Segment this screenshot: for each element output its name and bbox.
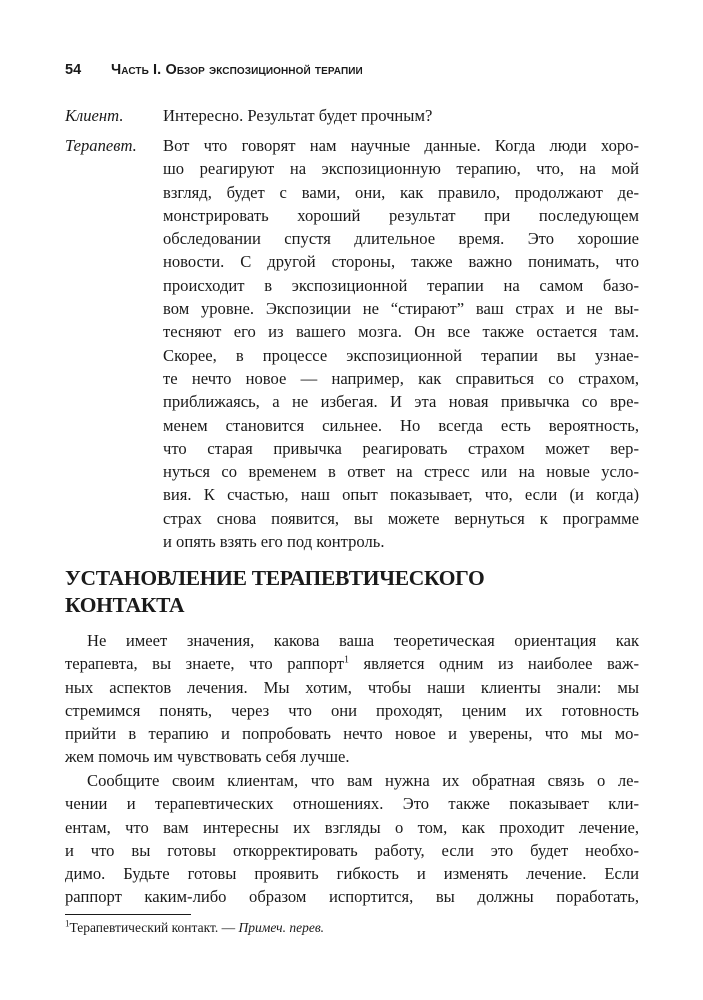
speech-line: Вот что говорят нам научные данные. Когда люди хоро- — [163, 136, 639, 155]
paragraph-line: жем помочь им чувствовать себя лучше. — [65, 747, 350, 767]
speech-line: нуться со временем в ответ на стресс или на новые усло- — [163, 462, 639, 482]
section-heading — [65, 565, 639, 619]
client-speech — [163, 104, 639, 127]
speech-line: Скорее, в процессе экспозиционной терапии вы узнае- — [163, 345, 639, 365]
line-text: является одним из наиболее важ- — [349, 654, 639, 674]
footnote-translator-note: Примеч. перев. — [238, 920, 325, 935]
speech-line: монстрировать хороший результат при последующем — [163, 205, 639, 225]
paragraph-line: и что вы готовы откорректировать работу, если это будет необхо- — [65, 840, 639, 860]
speaker-label: Терапевт. — [65, 136, 137, 155]
speech-line: что старая привычка реагировать страхом может вер- — [163, 438, 639, 458]
paragraph-line: прийти в терапию и попробовать нечто новое и уверены, что мы мо- — [65, 724, 639, 744]
speech-line: обследовании спустя длительное время. Это хорошие — [163, 229, 639, 249]
paragraph-line-with-footnote-ref — [65, 652, 639, 675]
footnote-text: Терапевтический контакт. — — [69, 920, 239, 935]
heading-line: УСТАНОВЛЕНИЕ ТЕРАПЕВТИЧЕСКОГО — [65, 566, 485, 590]
heading-line: КОНТАКТА — [65, 593, 185, 617]
paragraph-line: чении и терапевтических отношениях. Это также показывает кли- — [65, 794, 639, 814]
footnote-divider — [65, 914, 191, 915]
paragraph-line: димо. Будьте готовы проявить гибкость и изменять лечение. Если — [65, 864, 639, 884]
speech-line: и опять взять его под контроль. — [163, 532, 385, 552]
speech-line: вом уровне. Экспозиции не “стирают” ваш страх и не вы- — [163, 299, 639, 319]
speech-line: тесняют его из вашего мозга. Он все также остается там. — [163, 322, 639, 342]
speech-line: Интересно. Результат будет прочным? — [163, 106, 433, 125]
paragraph-line: Сообщите своим клиентам, что вам нужна их обратная связь о ле- — [87, 771, 639, 790]
paragraph-1 — [65, 629, 639, 769]
speech-line: вия. К счастью, наш опыт показывает, что, если (и когда) — [163, 485, 639, 505]
paragraph-line: ных аспектов лечения. Мы хотим, чтобы наши клиенты знали: мы — [65, 677, 639, 697]
paragraph-line: раппорт каким-либо образом испортится, вы должны поработать, — [65, 887, 639, 907]
paragraph-2 — [65, 769, 639, 909]
speech-line: страх снова появится, вы можете вернуться к программе — [163, 508, 639, 528]
running-header — [65, 62, 363, 78]
footnote — [65, 919, 324, 937]
speech-line: приближаясь, а не избегая. И эта новая привычка со вре- — [163, 392, 639, 412]
speech-line: те нечто новое — например, как справиться со страхом, — [163, 368, 639, 388]
speech-line: менем становится сильнее. Но всегда есть вероятность, — [163, 415, 639, 435]
running-title: Часть I. Обзор экспозиционной терапии — [111, 62, 363, 78]
page-number: 54 — [65, 62, 82, 78]
speech-line: шо реагируют на экспозиционную терапию, что, на мой — [163, 159, 639, 179]
footnote-mark: 1 — [65, 918, 70, 929]
paragraph-line: Не имеет значения, какова ваша теоретическая ориентация как — [87, 631, 639, 650]
paragraph-line: стремимся понять, через что они проходят, ценим их готовность — [65, 700, 639, 720]
speech-line: новости. С другой стороны, также важно понимать, что — [163, 252, 639, 272]
therapist-speech — [163, 134, 639, 553]
line-text: терапевта, вы знаете, что раппорт — [65, 654, 345, 674]
speech-line: взгляд, будет с вами, они, как правило, продолжают де- — [163, 182, 639, 202]
speaker-label: Клиент. — [65, 106, 124, 125]
paragraph-line: ентам, что вам интересны их взгляды о том, как проходит лечение, — [65, 817, 639, 837]
speech-line: происходит в экспозиционной терапии на самом базо- — [163, 275, 639, 295]
footnote-reference[interactable]: 1 — [344, 654, 350, 666]
